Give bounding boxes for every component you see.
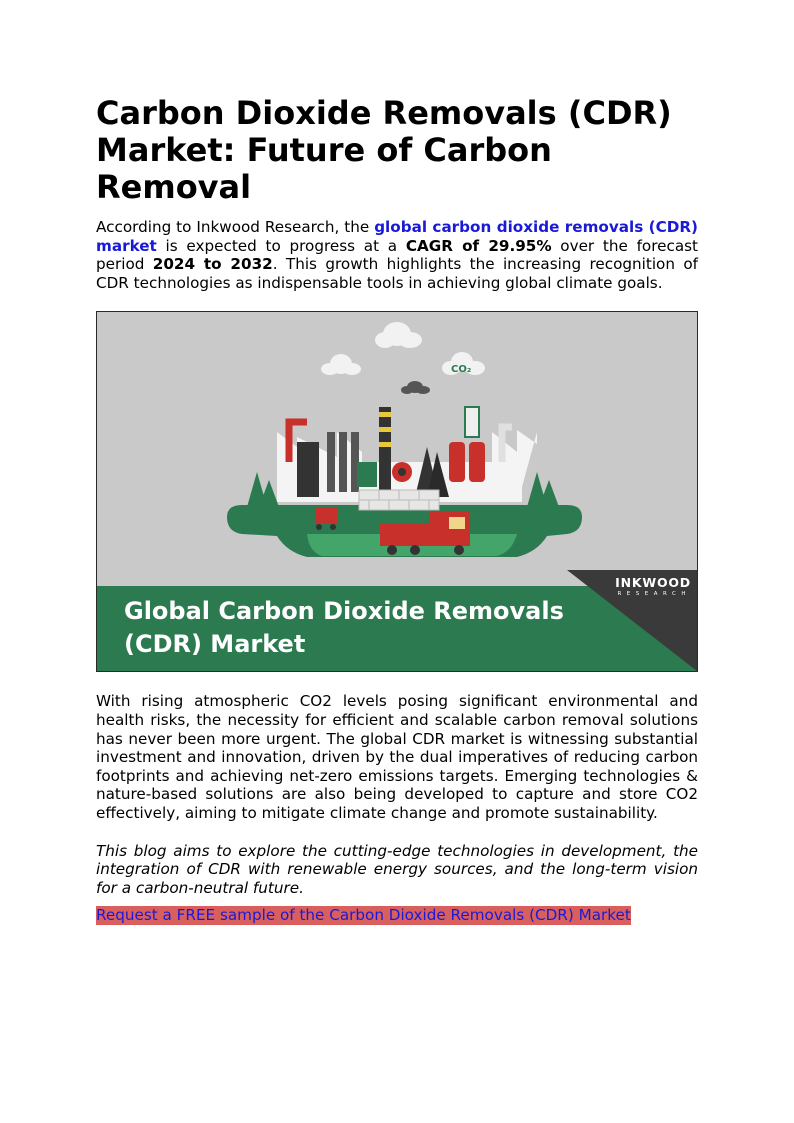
page-title: Carbon Dioxide Removals (CDR) Market: Future of Carbon Removal [96,94,672,206]
intro-text-4: . This growth highlights the increasing recognition of CDR technologies as indispensable tools in achieving global climate goals. [96,255,699,292]
market-link[interactable]: global carbon dioxide removals (CDR) market [96,218,698,255]
intro-text-3: over the forecast period [96,236,698,274]
inkwood-logo [615,575,691,598]
italic-paragraph: This blog aims to explore the cutting-edge technologies in development, the integration of CDR with renewable energy sources, and the long-term vision for a carbon-neutral future. [96,841,698,897]
forecast-period: 2024 to 2032 [152,255,273,274]
co2-cloud-label: CO₂ [451,364,472,376]
body-paragraph: With rising atmospheric CO2 levels posing significant environmental and health risks, the necessity for efficient and scalable carbon removal solutions has never been more urgent. The global CDR market is witnessing substantial investment and innovation, driven by the dual imperatives of reducing carbon footprints and achieving net-zero emissions targets. Emerging technologies & nature-based solutions are also being developed to capture and store CO2 effectively, aiming to mitigate climate change and promote sustainability. [96,692,698,822]
brand-sub: RESEARCH [617,591,691,598]
intro-text-1: According to Inkwood Research, the [96,218,375,236]
article [96,95,698,925]
brand-name: INKWOOD [615,575,691,591]
dark-cloud-icon [401,381,430,394]
market-banner-image [96,311,698,672]
intro-paragraph [96,218,698,292]
cagr-value: CAGR of 29.95% [405,236,552,255]
banner-title: Global Carbon Dioxide Removals (CDR) Market [124,597,564,659]
intro-text-2: is expected to progress at a [156,236,406,255]
request-sample-link[interactable]: Request a FREE sample of the Carbon Dioxide Removals (CDR) Market [96,906,631,925]
